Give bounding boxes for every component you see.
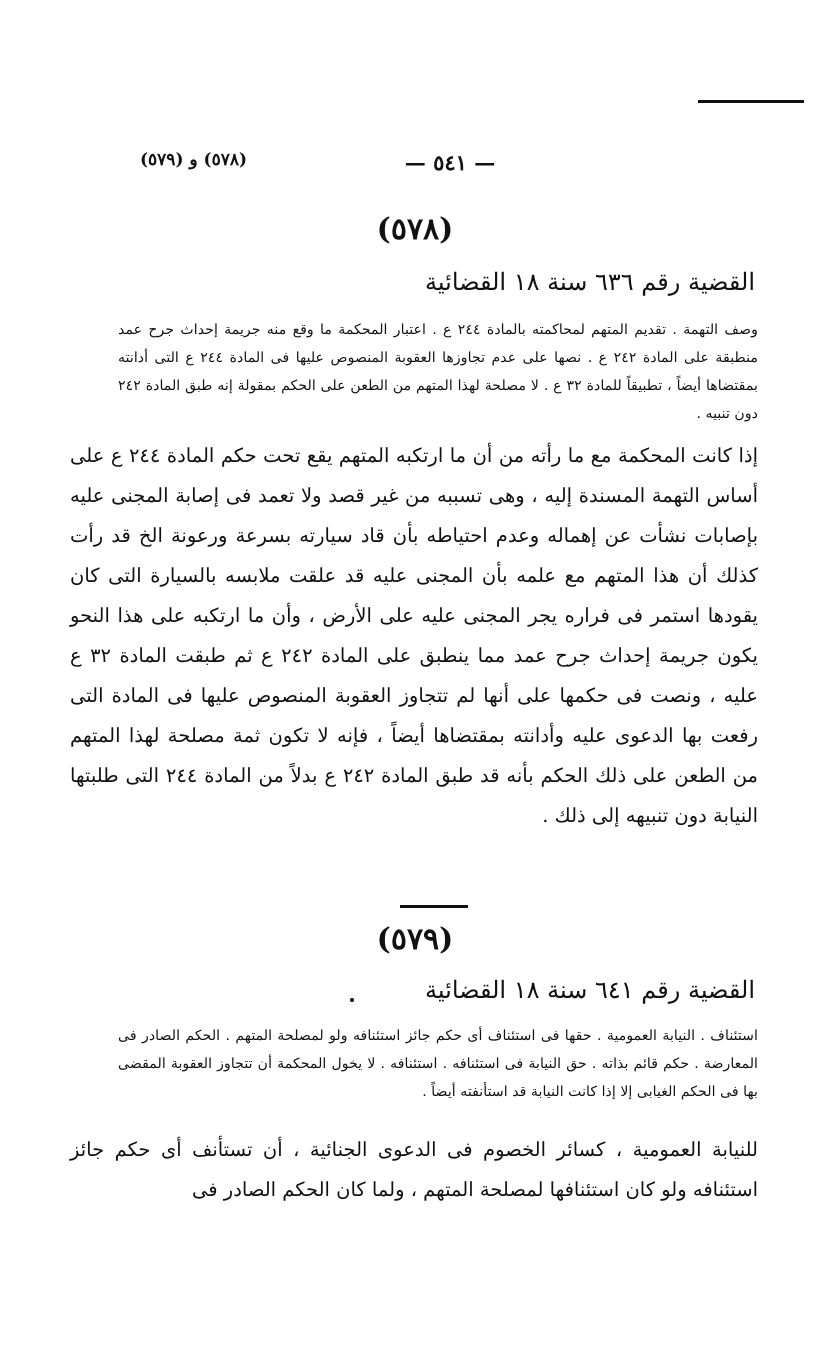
case-headnote-578: وصف التهمة . تقديم المتهم لمحاكمته بالمادة ٢٤٤ ع . اعتبار المحكمة ما وقع منه جريمة إحداث جرح عمد منطبقة على المادة ٢٤٢ ع . نصها على عدم تجاوزها العقوبة المنصوص عليها فى المادة ٢٤٤ ع التى أدانته بمقتضاها أيضاً ، تطبيقاً للمادة ٣٢ ع . لا مصلحة لهذا المتهم من الطعن على الحكم بمقولة إنه طبق المادة ٢٤٢ دون تنبيه .: [118, 322, 759, 422]
case-headnote-579: استئناف . النيابة العمومية . حقها فى استئناف أى حكم جائز استئنافه ولو لمصلحة المتهم . الحكم الصادر فى المعارضة . حكم قائم بذاته . حق النيابة فى استئنافه . استئنافه . لا يخول المحكمة أن تتجاوز العقوبة المقضى بها فى الحكم الغيابى إلا إذا كانت النيابة قد استأنفته أيضاً .: [118, 1028, 758, 1100]
section-separator: [400, 905, 468, 908]
case-body-579: للنيابة العمومية ، كسائر الخصوم فى الدعوى الجنائية ، أن تستأنف أى حكم جائز استئنافه ولو كان استئنافها لمصلحة المتهم ، ولما كان الحكم الصادر فى: [70, 1138, 758, 1201]
page-number: — ٥٤١ —: [404, 150, 496, 175]
top-corner-rule: [698, 100, 804, 103]
case-title-579: القضية رقم ٦٤١ سنة ١٨ القضائية: [425, 976, 755, 1004]
running-header: [0, 150, 827, 182]
stray-mark: [350, 998, 354, 1002]
case-number-578: (٥٧٨): [376, 212, 454, 247]
header-case-references: (٥٧٨) و (٥٧٩): [140, 150, 248, 170]
case-body-578: إذا كانت المحكمة مع ما رأته من أن ما ارتكبه المتهم يقع تحت حكم المادة ٢٤٤ ع على أساس التهمة المسندة إليه ، وهى تسببه من غير قصد ولا تعمد فى إصابة المجنى عليه بإصابات نشأت عن إهماله وعدم احتياطه بأن قاد سيارته بسرعة ورعونة الخ قد رأت كذلك أن هذا المتهم مع علمه بأن المجنى عليه قد علقت ملابسه بالسيارة التى كان يقودها استمر فى فراره يجر المجنى عليه على الأرض ، وأن ما ارتكبه على هذا النحو يكون جريمة إحداث جرح عمد مما ينطبق على المادة ٢٤٢ ع ثم طبقت المادة ٣٢ ع عليه ، ونصت فى حكمها على أنها لم تتجاوز العقوبة المنصوص عليها فى المادة التى رفعت بها الدعوى عليه وأدانته بمقتضاها أيضاً ، فإنه لا تكون ثمة مصلحة لهذا المتهم من الطعن على ذلك الحكم بأنه قد طبق المادة ٢٤٢ ع بدلاً من المادة ٢٤٤ التى طلبتها النيابة دون تنبيهه إلى ذلك .: [70, 444, 758, 827]
case-title-578: القضية رقم ٦٣٦ سنة ١٨ القضائية: [425, 268, 755, 296]
case-number-579: (٥٧٩): [376, 922, 454, 957]
